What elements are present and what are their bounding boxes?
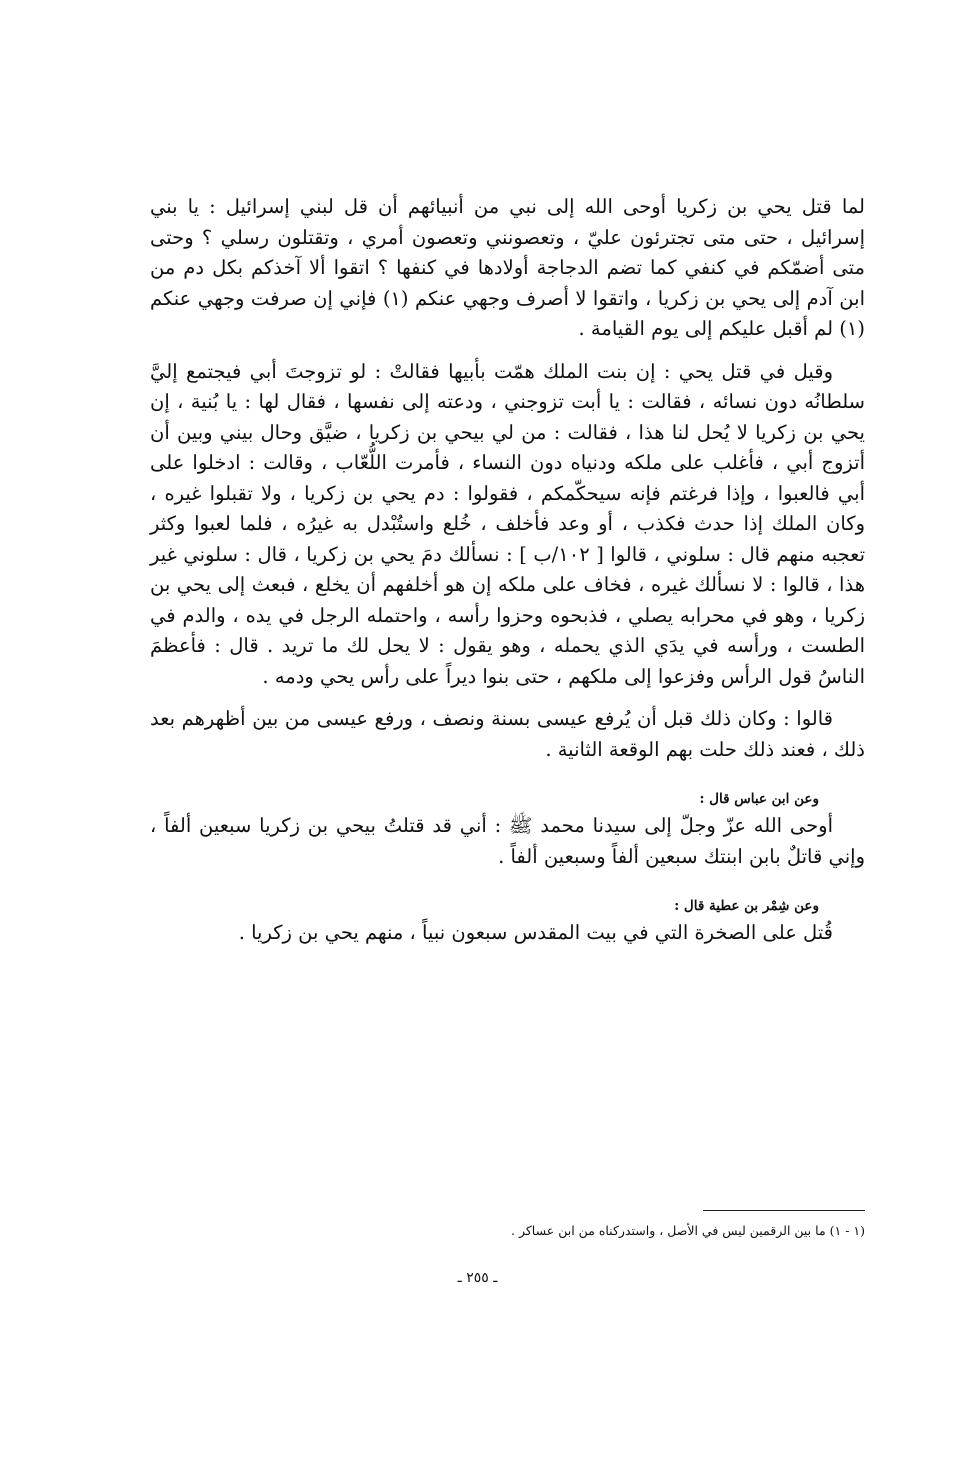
section-heading-ibn-abbas: وعن ابن عباس قال : — [699, 791, 819, 807]
footnote: (١ - ١) ما بين الرقمين ليس في الأصل ، واستدركناه من ابن عساكر . — [511, 1223, 865, 1238]
section-shimr — [150, 898, 865, 949]
page-number: ـ ٢٥٥ ـ — [457, 1270, 498, 1286]
footnote-divider — [703, 1210, 865, 1211]
paragraph-3: قالوا : وكان ذلك قبل أن يُرفع عيسى بسنة ونصف ، ورفع عيسى من بين أظهرهم بعد ذلك ، فعند ذلك حلت بهم الوقعة الثانية . — [150, 707, 865, 761]
page-body — [150, 192, 865, 959]
paragraph-2: وقيل في قتل يحي : إن بنت الملك همّت بأبيها فقالتْ : لو تزوجتَ أبي فيجتمع إليَّ سلطانُه دون نسائه ، فقالت : يا أبت تزوجني ، ودعته إلى نفسها ، فقال لها : يا بُنية ، إن يحي بن زكريا لا يُحل لنا هذا ، فقالت : من لي بيحي بن زكريا ، ضيَّق وحال بيني وبين أن أتزوج أبي ، فأغلب على ملكه ودنياه دون النساء ، فأمرت اللُّعّاب ، وقالت : ادخلوا على أبي فالعبوا ، وإذا فرغتم فإنه سيحكّمكم ، فقولوا : دم يحي بن زكريا ، ولا تقبلوا غيره ، وكان الملك إذا حدث فكذب ، أو وعد فأخلف ، خُلع واستُبْدل به غيرُه ، فلما لعبوا وكثر تعجبه منهم قال : سلوني ، قالوا [ ١٠٢/ب ] : نسألك دمَ يحي بن زكريا ، قال : سلوني غير هذا ، قالوا : لا نسألك غيره ، فخاف على ملكه إن هو أخلفهم أن يخلع ، فبعث إلى يحي بن زكريا ، وهو في محرابه يصلي ، فذبحوه وحزوا رأسه ، واحتمله الرجل في يده ، والدم في الطست ، ورأسه في يدَي الذي يحمله ، وهو يقول : لا يحل لك ما تريد . قال : فأعظمَ الناسُ قول الرأس وفزعوا إلى ملكهم ، حتى بنوا ديراً على رأس يحي ودمه . — [150, 359, 865, 688]
section-ibn-abbas — [150, 791, 865, 872]
paragraph-ibn-abbas: أوحى الله عزّ وجلّ إلى سيدنا محمد ﷺ : أني قد قتلتُ بيحي بن زكريا سبعين ألفاً ، وإني قاتلٌ بابن ابنتك سبعين ألفاً وسبعين ألفاً . — [150, 814, 865, 868]
section-heading-shimr: وعن شِمْر بن عطية قال : — [674, 898, 819, 914]
paragraph-shimr: قُتل على الصخرة التي في بيت المقدس سبعون نبياً ، منهم يحي بن زكريا . — [238, 921, 833, 944]
paragraph-1: لما قتل يحي بن زكريا أوحى الله إلى نبي من أنبيائهم أن قل لبني إسرائيل : يا بني إسرائيل ، حتى متى تجترئون عليّ ، وتعصونني وتعصون أمري ، وتقتلون رسلي ؟ وحتى متى أضمّكم في كنفي كما تضم الدجاجة أولادها في كنفها ؟ اتقوا ألا آخذكم بكل دم من ابن آدم إلى يحي بن زكريا ، واتقوا لا أصرف وجهي عنكم (١) فإني إن صرفت وجهي عنكم (١) لم أقبل عليكم إلى يوم القيامة . — [150, 195, 865, 340]
